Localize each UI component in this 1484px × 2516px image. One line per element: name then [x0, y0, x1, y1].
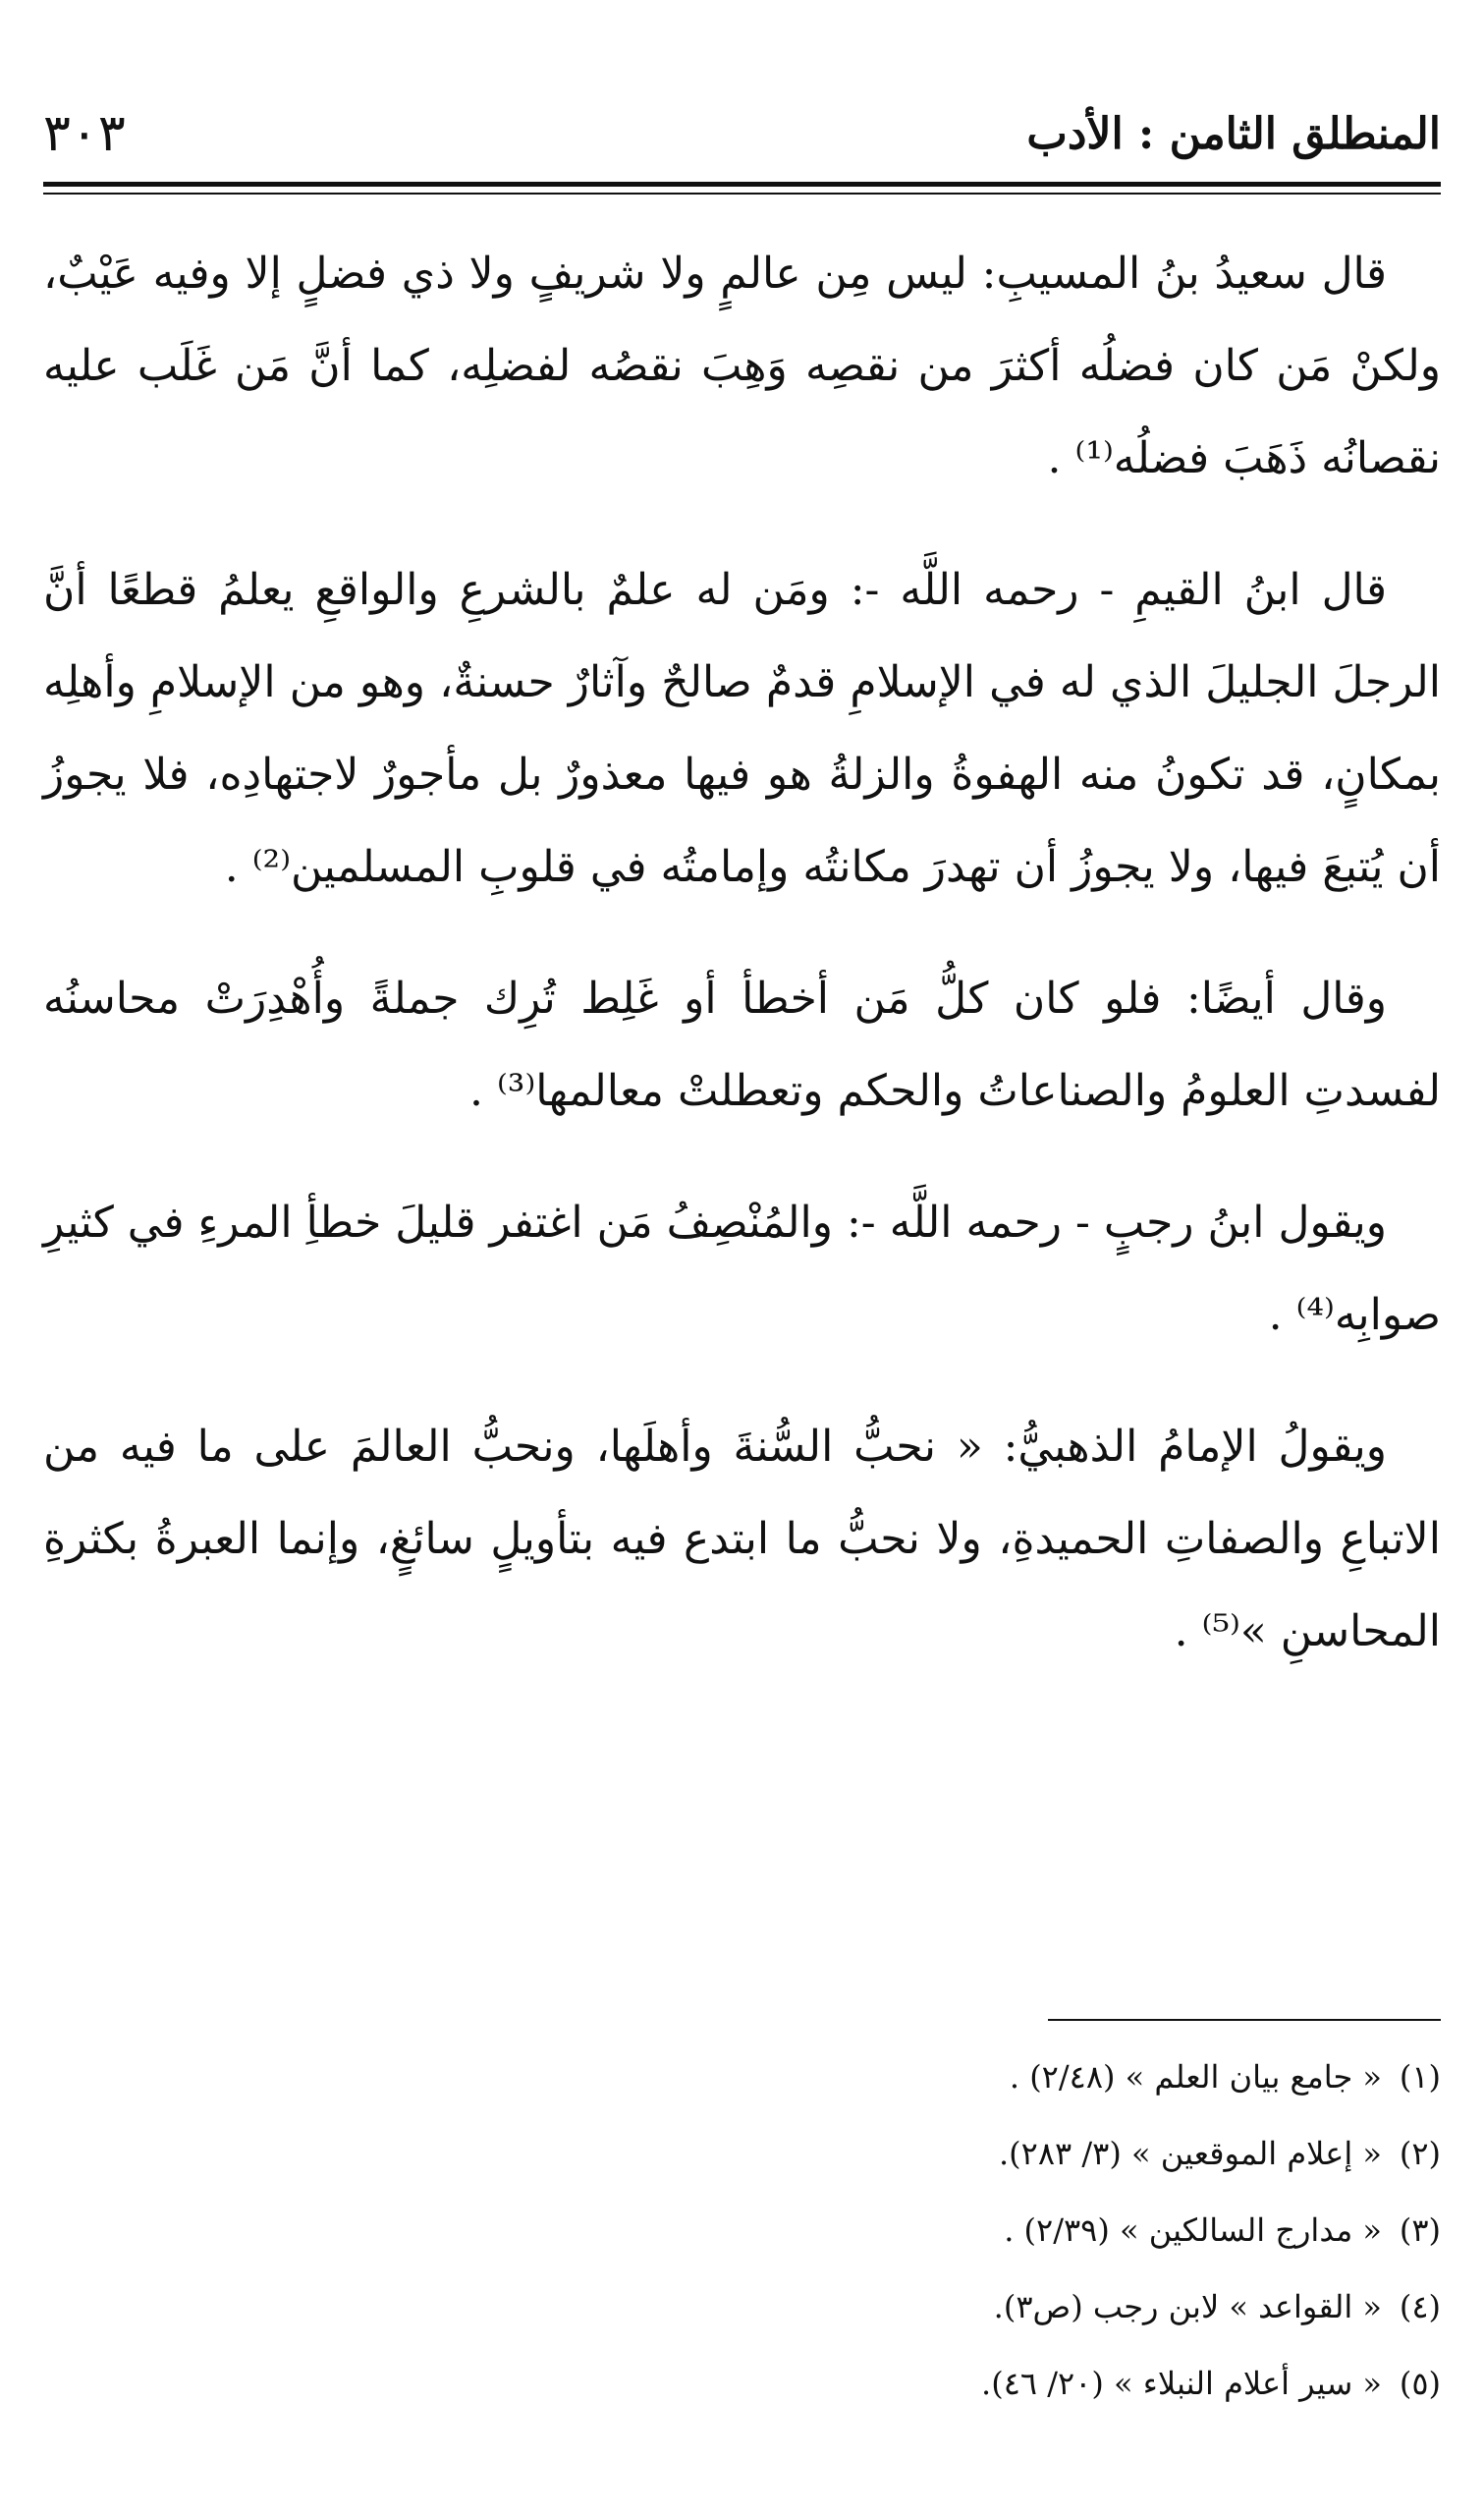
footnote-text: « سير أعلام النبلاء » (٢٠/ ٤٦).	[981, 2365, 1382, 2402]
footnote-text: « إعلام الموقعين » (٣/ ٢٨٣).	[999, 2135, 1382, 2172]
page-header	[43, 94, 1441, 173]
header-rule-thick	[43, 182, 1441, 187]
footnote-separator	[1048, 2019, 1441, 2021]
running-title: المنطلق الثامن : الأدب	[1026, 108, 1441, 159]
footnote-2	[43, 2115, 1441, 2192]
footnote-number: (٣)	[1399, 2211, 1441, 2249]
paragraph-5: ويقولُ الإمامُ الذهبيُّ: « نحبُّ السُّنةَ وأهلَها، ونحبُّ العالمَ على ما فيه من الاتباعِ والصفاتِ الحميدةِ، ولا نحبُّ ما ابتدع فيه بتأويلٍ سائغٍ، وإنما العبرةُ بكثرةِ المحاسنِ »⁽⁵⁾ .	[43, 1422, 1441, 1656]
footnote-number: (٢)	[1399, 2135, 1441, 2172]
footnote-number: (٥)	[1399, 2365, 1441, 2402]
footnote-number: (١)	[1399, 2058, 1441, 2096]
footnote-4	[43, 2268, 1441, 2345]
footnotes	[43, 2039, 1441, 2422]
footnote-number: (٤)	[1399, 2288, 1441, 2325]
footnote-text: « جامع بيان العلم » (٢/٤٨) .	[1009, 2058, 1382, 2096]
footnote-text: « القواعد » لابن رجب (ص٣).	[993, 2288, 1382, 2325]
body-text	[43, 228, 1441, 1717]
paragraph-2: قال ابنُ القيمِ - رحمه اللَّه -: ومَن له علمٌ بالشرعِ والواقعِ يعلمُ قطعًا أنَّ الرجلَ الجليلَ الذي له في الإسلامِ قدمٌ صالحٌ وآثارٌ حسنةٌ، وهو من الإسلامِ وأهلِه بمكانٍ، قد تكونُ منه الهفوةُ والزلةُ هو فيها معذورٌ بل مأجورٌ لاجتهادِه، فلا يجوزُ أن يُتبعَ فيها، ولا يجوزُ أن تهدرَ مكانتُه وإمامتُه في قلوبِ المسلمين⁽²⁾ .	[43, 565, 1441, 892]
paragraph-3: وقال أيضًا: فلو كان كلُّ مَن أخطأ أو غَلِط تُرِك جملةً وأُهْدِرَتْ محاسنُه لفسدتِ العلومُ والصناعاتُ والحكم وتعطلتْ معالمها⁽³⁾ .	[43, 974, 1441, 1116]
paragraph-1: قال سعيدُ بنُ المسيبِ: ليس مِن عالمٍ ولا شريفٍ ولا ذي فضلٍ إلا وفيه عَيْبٌ، ولكنْ مَن كان فضلُه أكثرَ من نقصِه وَهِبَ نقصُه لفضلِه، كما أنَّ مَن غَلَب عليه نقصانُه ذَهَبَ فضلُه⁽¹⁾ .	[43, 249, 1442, 483]
footnote-3	[43, 2192, 1441, 2268]
footnote-1	[43, 2039, 1441, 2115]
page-number: ٣٠٣	[43, 104, 126, 163]
footnote-text: « مدارج السالكين » (٢/٣٩) .	[1004, 2211, 1382, 2249]
header-rule-thin	[43, 193, 1441, 195]
footnote-5	[43, 2345, 1441, 2422]
paragraph-4: ويقول ابنُ رجبٍ - رحمه اللَّه -: والمُنْصِفُ مَن اغتفر قليلَ خطأِ المرءِ في كثيرِ صوابِه⁽⁴⁾ .	[43, 1198, 1441, 1340]
